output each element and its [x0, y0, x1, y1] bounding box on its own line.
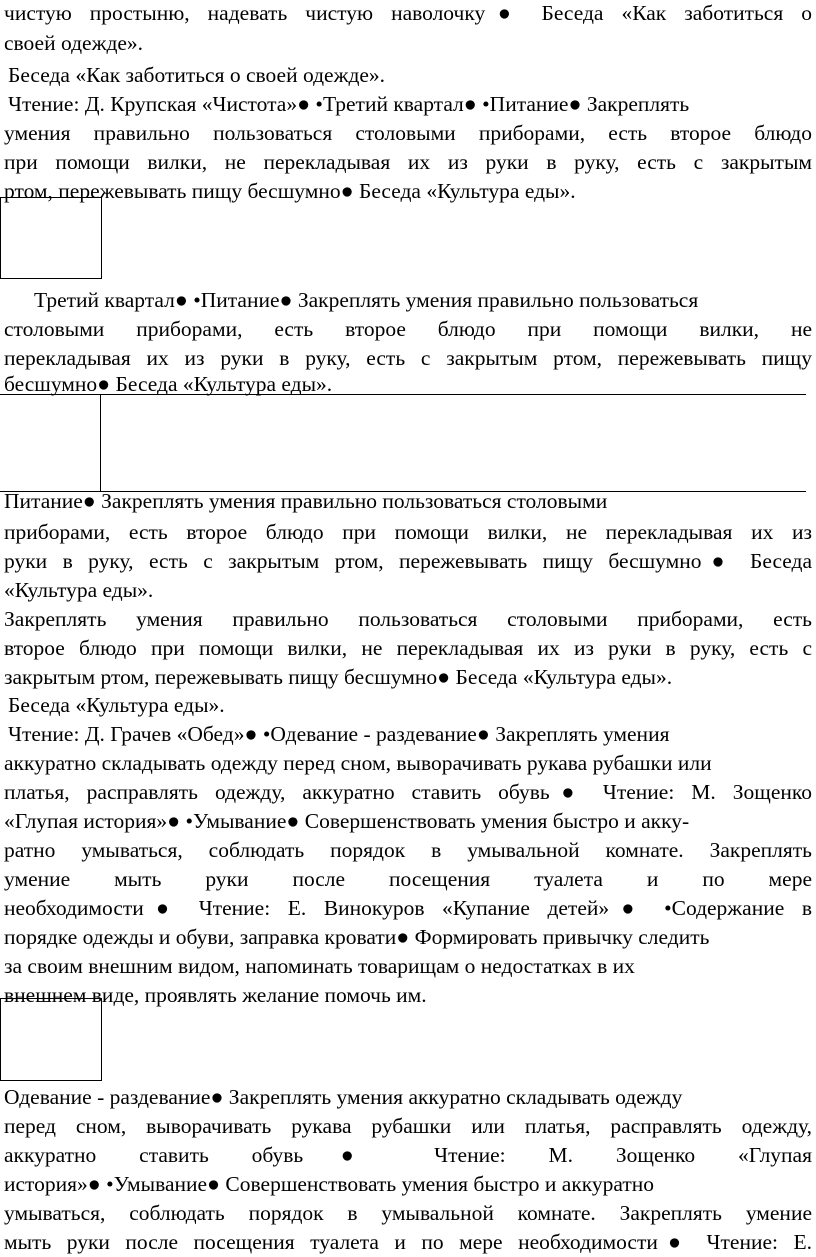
text-line: столовыми приборами, есть второе блюдо при помощи вилки, не [4, 317, 812, 341]
text-line: умения правильно пользоваться столовыми приборами, есть второе блюдо [4, 121, 812, 145]
text-line: внешнем виде, проявлять желание помочь им. [4, 983, 427, 1007]
text-line: Закреплять умения правильно пользоваться столовыми приборами, есть [4, 607, 812, 631]
text-line: история»● •Умывание● Совершенствовать умения быстро и аккуратно [4, 1172, 655, 1196]
text-line: умываться, соблюдать порядок в умывальной комнате. Закреплять умение [4, 1201, 812, 1225]
text-line: умение мыть руки после посещения туалета и по мере [4, 867, 812, 891]
text-line: чистую простыню, надевать чистую наволочку● Беседа «Как заботиться о [4, 1, 812, 25]
text-line: Питание● Закреплять умения правильно пользоваться столовыми [4, 489, 608, 513]
text-line: Беседа «Как заботиться о своей одежде». [8, 63, 386, 87]
text-line: бесшумно● Беседа «Культура еды». [4, 372, 333, 396]
table-rule [0, 394, 806, 395]
text-line: аккуратно складывать одежду перед сном, выворачивать рукава рубашки или [4, 751, 712, 775]
text-line: ртом, пережевывать пищу бесшумно● Беседа «Культура еды». [4, 179, 576, 203]
text-line: аккуратно ставить обувь● Чтение: М. Зощенко «Глупая [4, 1143, 812, 1167]
text-line: своей одежде». [4, 31, 144, 55]
text-line: необходимости● Чтение: Е. Винокуров «Купание детей»● •Содержание в [4, 896, 812, 920]
text-line: порядке одежды и обуви, заправка кровати● Формировать привычку следить [4, 925, 710, 949]
text-line: второе блюдо при помощи вилки, не перекладывая их из руки в руку, есть с [4, 636, 812, 660]
text-line: платья, расправлять одежду, аккуратно ставить обувь● Чтение: М. Зощенко [4, 780, 812, 804]
text-line: ратно умываться, соблюдать порядок в умывальной комнате. Закреплять [4, 838, 812, 862]
text-line: Третий квартал● •Питание● Закреплять умения правильно пользоваться [34, 288, 699, 312]
text-line: приборами, есть второе блюдо при помощи вилки, не перекладывая их из [4, 520, 812, 544]
text-line: при помощи вилки, не перекладывая их из руки в руку, есть с закрытым [4, 150, 812, 174]
text-line: перед сном, выворачивать рукава рубашки или платья, расправлять одежду, [4, 1114, 812, 1138]
text-line: закрытым ртом, пережевывать пищу бесшумно● Беседа «Культура еды». [4, 665, 673, 689]
text-line: Чтение: Д. Грачев «Обед»● •Одевание - раздевание● Закреплять умения [8, 722, 670, 746]
empty-table-cell [0, 998, 102, 1081]
empty-table-cell [0, 197, 102, 279]
text-line: за своим внешним видом, напоминать товарищам о недостатках в их [4, 954, 635, 978]
text-line: перекладывая их из руки в руку, есть с закрытым ртом, пережевывать пищу [4, 346, 812, 370]
text-line: «Глупая история»● •Умывание● Совершенствовать умения быстро и акку- [4, 809, 690, 833]
text-line: мыть руки после посещения туалета и по мере необходимости● Чтение: Е. [4, 1230, 812, 1254]
text-line: Чтение: Д. Крупская «Чистота»● •Третий квартал● •Питание● Закреплять [8, 92, 690, 116]
text-line: Одевание - раздевание● Закреплять умения аккуратно складывать одежду [4, 1085, 683, 1109]
table-divider [100, 394, 101, 491]
text-line: Беседа «Культура еды». [8, 693, 225, 717]
text-line: руки в руку, есть с закрытым ртом, пережевывать пищу бесшумно● Беседа [4, 549, 812, 573]
text-line: «Культура еды». [4, 578, 154, 602]
